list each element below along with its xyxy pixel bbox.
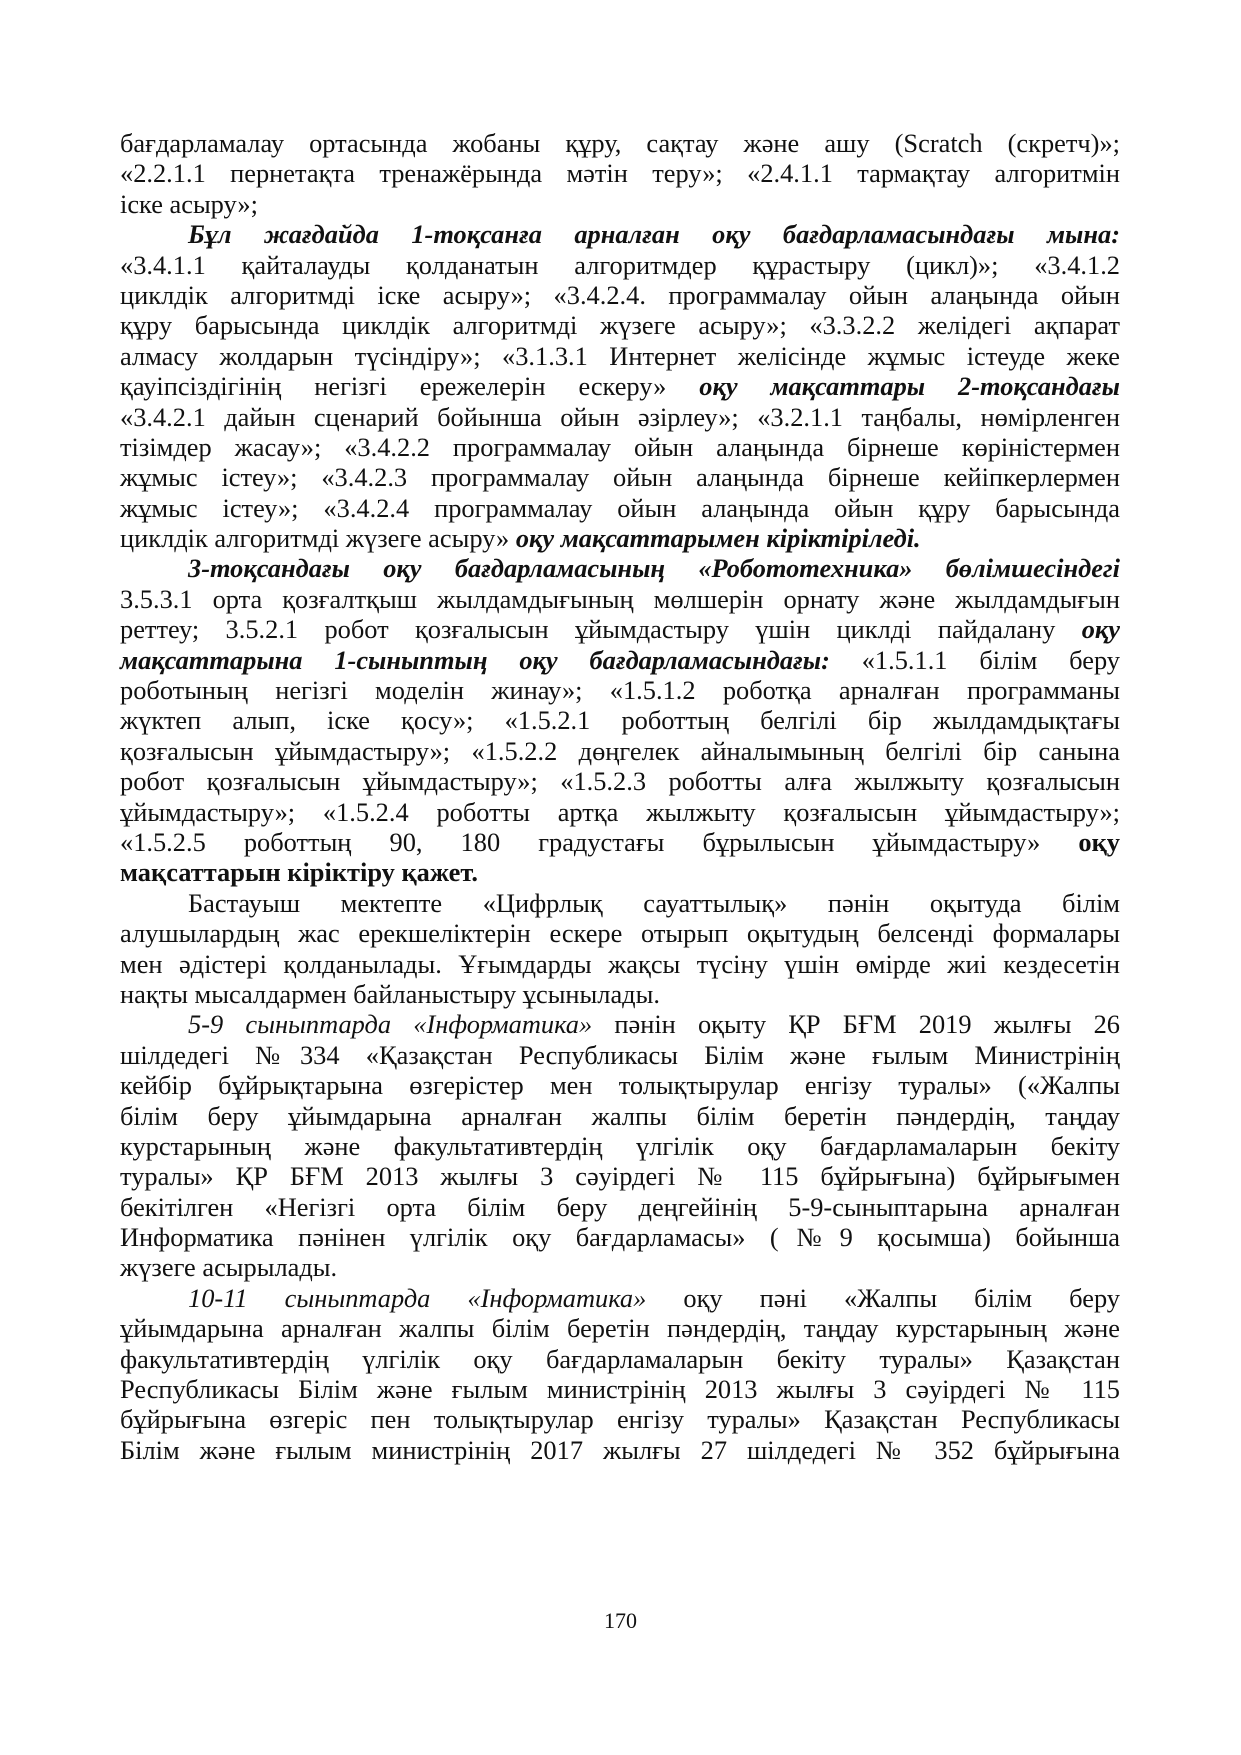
text-segment: циклдік алгоритмді іске асыру»; «3.4.2.4. программалау ойын алаңында ойын [120,279,1120,310]
text-line [120,1252,1120,1282]
text-segment: жүктеп алып, іске қосу»; «1.5.2.1 роботтың белгілі бір жылдамдықтағы [120,705,1120,736]
text-line [120,1222,1120,1252]
emphasized-text: 5-9 сыныптарда «Інформатика» [188,1009,593,1040]
text-segment: циклдік алгоритмді жүзеге асыру» [120,523,516,554]
text-line [120,462,1120,492]
text-line [120,1131,1120,1161]
text-line [120,341,1120,371]
text-segment: «3.4.2.1 дайын сценарий бойынша ойын әзірлеу»; «3.2.1.1 таңбалы, нөмірленген [120,401,1120,432]
text-segment: Бастауыш мектепте «Цифрлық сауаттылық» пәнін оқытуда білім [188,887,1120,918]
text-line [120,1283,1120,1313]
text-line [120,827,1120,857]
text-line [120,675,1120,705]
document-body [120,128,1120,1465]
text-line [120,158,1120,188]
text-line [120,128,1120,158]
text-line [120,1070,1120,1100]
text-line [120,1313,1120,1343]
text-line [120,584,1120,614]
text-segment: «2.2.1.1 пернетақта тренажёрында мәтін теру»; «2.4.1.1 тармақтау алгоритмін [120,158,1120,189]
text-segment: іске асыру»; [120,188,258,219]
text-line [120,250,1120,280]
text-line [120,1161,1120,1191]
text-segment: мен әдістері қолданылады. Ұғымдарды жақсы түсіну үшін өмірде жиі кездесетін [120,948,1120,979]
text-line [120,553,1120,583]
text-line [120,614,1120,644]
text-segment: реттеу; 3.5.2.1 робот қозғалысын ұйымдастыру үшін циклді пайдалану [120,614,1082,645]
text-line [120,1040,1120,1070]
emphasized-text: оқу [1081,614,1120,645]
text-line [120,1435,1120,1465]
text-line [120,1374,1120,1404]
text-segment: бағдарламалау ортасында жобаны құру, сақтау және ашу (Scratch (скретч)»; [120,128,1120,158]
emphasized-text: Бұл жағдайда 1-тоқсанға арналған оқу бағдарламасындағы мына: [188,219,1120,250]
text-segment: алмасу жолдарын түсіндіру»; «3.1.3.1 Интернет желісінде жұмыс істеуде жеке [120,340,1120,371]
text-segment: жүзеге асырылады. [120,1252,338,1283]
text-line [120,918,1120,948]
text-segment: курстарының және факультативтердің үлгілік оқу бағдарламаларын бекіту [120,1130,1120,1161]
text-line [120,888,1120,918]
text-line [120,1009,1120,1039]
text-segment: Білім және ғылым министрінің 2017 жылғы 27 шілдедегі № 352 бұйрығына [120,1434,1120,1465]
emphasized-text: мақсаттарын кіріктіру қажет. [120,857,478,888]
text-line [120,1101,1120,1131]
text-segment: «1.5.1.1 білім беру [861,644,1120,675]
text-segment: тізімдер жасау»; «3.4.2.2 программалау ойын алаңында бірнеше көріністермен [120,431,1120,462]
text-segment: кейбір бұйрықтарына өзгерістер мен толықтырулар енгізу туралы» («Жалпы [120,1070,1120,1101]
emphasized-text: оқу мақсаттары 2-тоқсандағы [699,371,1120,402]
text-segment: «1.5.2.5 роботтың 90, 180 градустағы бұрылысын ұйымдастыру» [120,826,1079,857]
text-segment: жұмыс істеу»; «3.4.2.4 программалау ойын алаңында ойын құру барысында [120,492,1120,523]
text-segment: оқу пәні «Жалпы білім беру [646,1282,1120,1313]
emphasized-text: 10-11 сыныптарда «Інформатика» [188,1282,647,1313]
text-line [120,219,1120,249]
text-segment: білім беру ұйымдарына арналған жалпы білім беретін пәндердің, таңдау [120,1100,1120,1131]
text-segment: факультативтердің үлгілік оқу бағдарламаларын бекіту туралы» Қазақстан [120,1343,1120,1374]
text-line [120,766,1120,796]
text-segment: ұйымдарына арналған жалпы білім беретін пәндердің, таңдау курстарының және [120,1313,1120,1344]
text-segment: алушылардың жас ерекшеліктерін ескере отырып оқытудың белсенді формалары [120,918,1120,949]
text-segment: Информатика пәнінен үлгілік оқу бағдарламасы» (№9 қосымша) бойынша [120,1222,1120,1253]
emphasized-text: оқу мақсаттарымен кіріктіріледі. [515,523,921,554]
text-segment: ұйымдастыру»; «1.5.2.4 роботты артқа жылжыту қозғалысын ұйымдастыру»; [120,796,1120,827]
text-line [120,1404,1120,1434]
text-line [120,432,1120,462]
text-line [120,402,1120,432]
text-line [120,280,1120,310]
page-number: 170 [604,1608,637,1633]
text-line [120,189,1120,219]
text-segment: 3.5.3.1 орта қозғалтқыш жылдамдығының мөлшерін орнату және жылдамдығын [120,583,1120,614]
emphasized-text: 3-тоқсандағы оқу бағдарламасының «Робототехника» бөлімшесіндегі [188,553,1120,584]
text-line [120,797,1120,827]
text-line [120,1192,1120,1222]
text-segment: қозғалысын ұйымдастыру»; «1.5.2.2 дөңгелек айналымының белгілі бір санына [120,735,1120,766]
text-segment: құру барысында циклдік алгоритмді жүзеге асыру»; «3.3.2.2 желідегі ақпарат [120,310,1120,341]
text-segment: туралы» ҚР БҒМ 2013 жылғы 3 сәуірдегі № 115 бұйрығына) бұйрығымен [120,1161,1120,1192]
text-segment: пәнін оқыту ҚР БҒМ 2019 жылғы 26 [592,1009,1121,1040]
text-line [120,523,1120,553]
text-segment: бекітілген «Негізгі орта білім беру деңгейінің 5-9-сыныптарына арналған [120,1191,1120,1222]
text-segment: нақты мысалдармен байланыстыру ұсынылады. [120,978,660,1009]
text-line [120,705,1120,735]
text-line [120,736,1120,766]
text-line [120,493,1120,523]
text-segment: робот қозғалысын ұйымдастыру»; «1.5.2.3 роботты алға жылжыту қозғалысын [120,766,1120,797]
text-line [120,310,1120,340]
text-line [120,857,1120,887]
emphasized-text: мақсаттарына 1-сыныптың оқу бағдарламасындағы: [120,644,862,675]
text-line [120,645,1120,675]
text-segment: қауіпсіздігінің негізгі ережелерін ескеру» [120,371,700,402]
text-line [120,949,1120,979]
text-line [120,371,1120,401]
text-line [120,1344,1120,1374]
text-segment: жұмыс істеу»; «3.4.2.3 программалау ойын алаңында бірнеше кейіпкерлермен [120,462,1120,493]
text-segment: шілдедегі №334 «Қазақстан Республикасы Білім және ғылым Министрінің [120,1039,1120,1070]
text-segment: роботының негізгі моделін жинау»; «1.5.1.2 роботқа арналған программаны [120,675,1120,706]
text-segment: «3.4.1.1 қайталауды қолданатын алгоритмдер құрастыру (цикл)»; «3.4.1.2 [120,249,1120,280]
text-line [120,979,1120,1009]
emphasized-text: оқу [1078,826,1120,857]
text-segment: бұйрығына өзгеріс пен толықтырулар енгізу туралы» Қазақстан Республикасы [120,1404,1120,1435]
text-segment: Республикасы Білім және ғылым министрінің 2013 жылғы 3 сәуірдегі № 115 [120,1374,1120,1405]
